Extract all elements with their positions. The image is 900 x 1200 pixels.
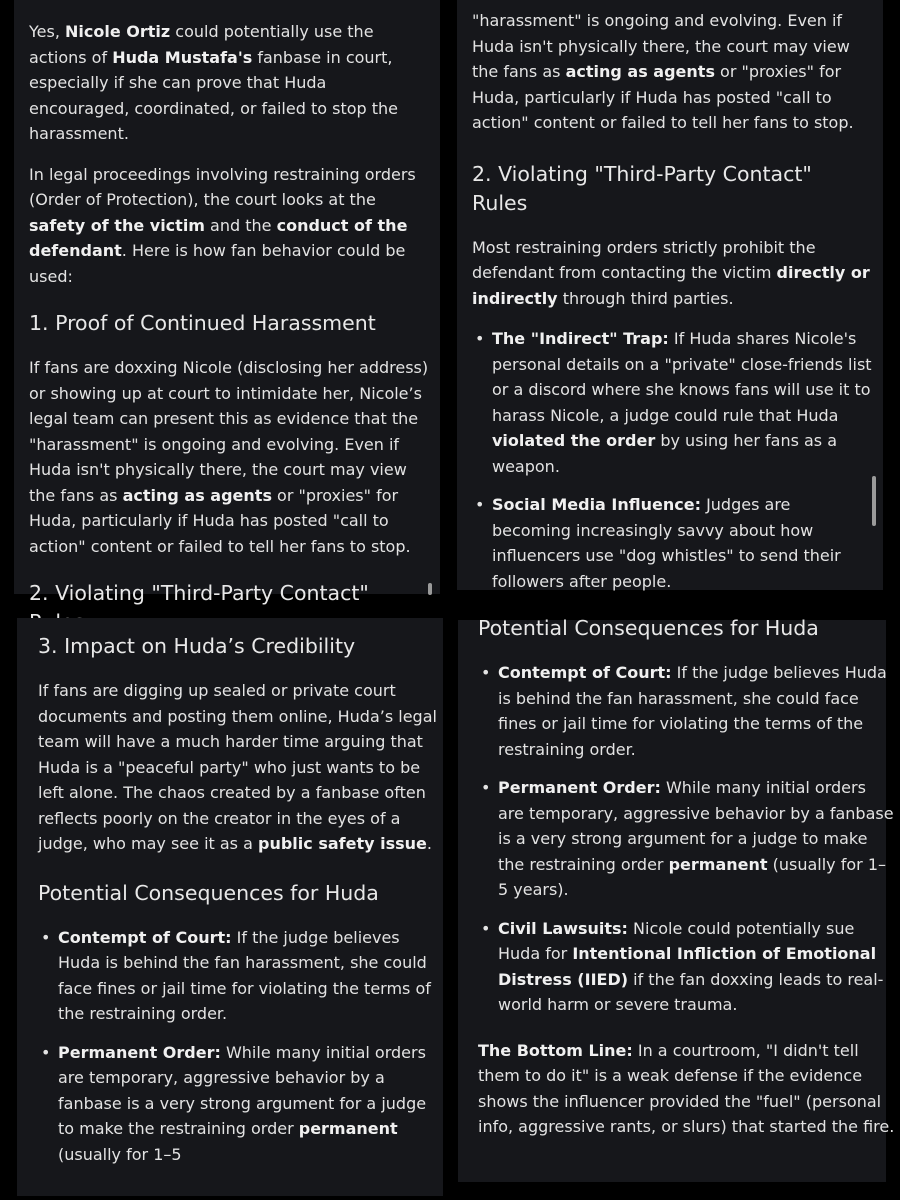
list-item: • Contempt of Court: If the judge believes Huda is behind the fan harassment, she could face fines or jail time for violating the terms of the restraining order. — [58, 925, 438, 1027]
intro-paragraph: Yes, Nicole Ortiz could potentially use the actions of Huda Mustafa's fanbase in court, especially if she can prove that Huda encouraged, coordinated, or failed to stop the harassment. — [29, 22, 398, 143]
bold-text: permanent — [298, 1119, 398, 1138]
section-heading-credibility: 3. Impact on Huda’s Credibility — [38, 634, 356, 658]
scrollbar[interactable] — [872, 476, 876, 526]
list-item: • The "Indirect" Trap: If Huda shares Nicole's personal details on a "private" close-friends list or a discord where she knows fans will use it to harass Nicole, a judge could rule that Huda violated the order by using her fans as a weapon. — [492, 326, 872, 479]
chat-panel-top-left[interactable] — [14, 0, 440, 605]
list-item: • Permanent Order: While many initial orders are temporary, aggressive behavior by a fanbase is a very strong argument for a judge to make the restraining order permanent (usually for 1–5 — [58, 1040, 438, 1168]
context-paragraph: In legal proceedings involving restraining orders (Order of Protection), the court looks at the safety of the victim and the conduct of the defendant. Here is how fan behavior could be used: — [29, 164, 416, 286]
list-item: • Social Media Influence: Judges are becoming increasingly savvy about how influencers use "dog whistles" to send their followers after people. — [492, 492, 872, 594]
list-item: • Permanent Order: While many initial orders are temporary, aggressive behavior by a fanbase is a very strong argument for a judge to make the restraining order permanent (usually for 1–5 years). — [498, 775, 896, 903]
bold-text: public safety issue — [258, 834, 427, 853]
list-item: • Contempt of Court: If the judge believes Huda is behind the fan harassment, she could face fines or jail time for violating the terms of the restraining order. — [498, 660, 896, 762]
section-heading-consequences: Potential Consequences for Huda — [478, 616, 819, 640]
bold-text: acting as agents — [565, 62, 715, 81]
section-heading-harassment: 1. Proof of Continued Harassment — [29, 311, 376, 335]
chat-panel-top-right[interactable] — [457, 0, 883, 590]
section-heading-third-party: 2. Violating "Third-Party Contact" Rules — [472, 161, 812, 215]
bullet-list — [472, 326, 872, 594]
list-item: • Civil Lawsuits: Nicole could potentially sue Huda for Intentional Infliction of Emotional Distress (IIED) if the fan doxxing leads to real-world harm or severe trauma. — [498, 916, 896, 1018]
bold-text: Nicole Ortiz — [65, 22, 171, 41]
response-content — [38, 622, 438, 1180]
bold-text: Social Media Influence: — [492, 495, 701, 514]
bold-text: permanent — [668, 854, 768, 874]
chat-panel-bottom-left[interactable] — [17, 618, 443, 1196]
section-heading-third-party: 2. Violating "Third-Party Contact" — [29, 581, 369, 605]
bold-text: Permanent Order: — [58, 1042, 221, 1062]
bold-text: Intentional Infliction of Emotional Distress (IIED) — [498, 944, 877, 989]
bold-text: Permanent Order: — [498, 778, 661, 797]
bold-text: Civil Lawsuits: — [498, 918, 628, 938]
bold-text: conduct of the defendant — [29, 215, 408, 260]
response-content — [472, 8, 872, 607]
bold-text: The "Indirect" Trap: — [492, 329, 669, 348]
third-party-paragraph: Most restraining orders strictly prohibit the defendant from contacting the victim directly or indirectly through third parties. — [472, 237, 870, 308]
bold-text: violated the order — [492, 431, 656, 450]
bold-text: directly or indirectly — [472, 263, 870, 308]
bullet-list — [38, 925, 438, 1168]
bold-text: Huda Mustafa's — [112, 47, 253, 67]
credibility-paragraph: If fans are digging up sealed or private court documents and posting them online, Huda’s legal team will have a much harder time arguing that Huda is a "peaceful party" who just wants to be left alone. The chaos created by a fanbase often reflects poorly on the creator in the eyes of a judge, who may see it as a public safety issue. — [38, 681, 437, 853]
response-content — [29, 19, 429, 654]
section-heading-consequences: Potential Consequences for Huda — [38, 880, 379, 905]
bold-text: The Bottom Line: — [478, 1040, 633, 1060]
bottom-line-paragraph: The Bottom Line: In a courtroom, "I didn't tell them to do it" is a weak defense if the evidence shows the influencer provided the "fuel" (personal info, aggressive rants, or slurs) that started the fire. — [478, 1040, 895, 1136]
harassment-paragraph-continued: "harassment" is ongoing and evolving. Even if Huda isn't physically there, the court may view the fans as acting as agents or "proxies" for Huda, particularly if Huda has posted "call to action" content or failed to tell her fans to stop. — [472, 11, 854, 132]
scrollbar[interactable] — [428, 583, 432, 595]
bold-text: Contempt of Court: — [58, 927, 232, 947]
bullet-list — [478, 660, 896, 1018]
bold-text: Contempt of Court: — [498, 663, 672, 682]
chat-panel-bottom-right[interactable] — [458, 616, 895, 1182]
bold-text: safety of the victim — [29, 215, 205, 235]
response-content — [478, 614, 896, 1155]
harassment-paragraph: If fans are doxxing Nicole (disclosing her address) or showing up at court to intimidate her, Nicole’s legal team can present this as evidence that the "harassment" is ongoing and evolving. Even if Huda isn't physically there, the court may view the fans as acting as agents or "proxies" for Huda, particularly if Huda has posted "call to action" content or failed to tell her fans to stop. — [29, 358, 429, 556]
bold-text: acting as agents — [122, 485, 272, 505]
